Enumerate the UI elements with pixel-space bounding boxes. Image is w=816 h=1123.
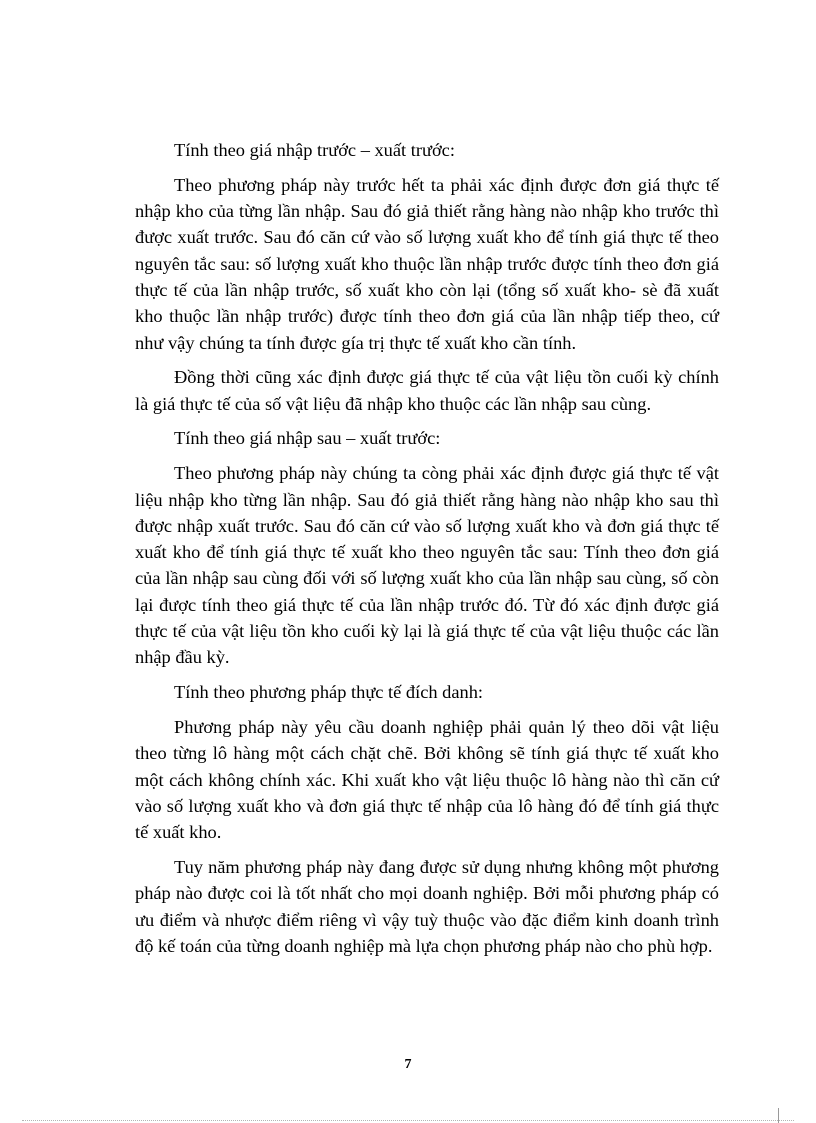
heading-specific-identification: Tính theo phương pháp thực tế đích danh: bbox=[174, 682, 484, 703]
heading-fifo: Tính theo giá nhập trước – xuất trước: bbox=[174, 140, 455, 160]
page-edge-marker bbox=[778, 1108, 779, 1123]
paragraph-conclusion: Tuy năm phương pháp này đang được sử dụng nhưng không một phương pháp nào được coi là tốt nhất cho mọi doanh nghiệp. Bởi mỗi phương pháp có ưu điểm và nhược điểm riêng vì vậy tuỳ thuộc vào đặc điểm kinh doanh trình độ kế toán của từng doanh nghiệp mà lựa chọn phương pháp nào cho phù hợp. bbox=[135, 856, 719, 956]
page-body bbox=[135, 137, 719, 968]
heading-lifo: Tính theo giá nhập sau – xuất trước: bbox=[174, 428, 441, 449]
paragraph-fifo: Theo phương pháp này trước hết ta phải xác định được đơn giá thực tế nhập kho của từng lần nhập. Sau đó giả thiết rằng hàng nào nhập kho trước thì được xuất trước. Sau đó căn cứ vào số lượng xuất kho để tính giá thực tế theo nguyên tắc sau: số lượng xuất kho thuộc lần nhập trước được tính theo đơn giá thực tế của lần nhập trước, số xuất kho còn lại (tổng số xuất kho- sè đã xuất kho thuộc lần nhập trước) được tính theo đơn giá của lần nhập tiếp theo, cứ như vậy chúng ta tính được gía trị thực tế xuất kho cần tính. bbox=[135, 174, 719, 353]
paragraph-specific-identification: Phương pháp này yêu cầu doanh nghiệp phải quản lý theo dõi vật liệu theo từng lô hàng một cách chặt chẽ. Bởi không sẽ tính giá thực tế xuất kho một cách không chính xác. Khi xuất kho vật liệu thuộc lô hàng nào thì căn cứ vào số lượng xuất kho và đơn giá thực tế nhập của lô hàng đó để tính giá thực tế xuất kho. bbox=[135, 716, 719, 843]
paragraph-lifo: Theo phương pháp này chúng ta còng phải xác định được giá thực tế vật liệu nhập kho từng lần nhập. Sau đó giả thiết rằng hàng nào nhập kho sau thì được nhập xuất trước. Sau đó căn cứ vào số lượng xuất kho và đơn giá thực tế xuất kho để tính giá thực tế xuất kho theo nguyên tắc sau: Tính theo đơn giá của lần nhập sau cùng đối với số lượng xuất kho của lần nhập sau cùng, số còn lại được tính theo giá thực tế của lần nhập trước đó. Từ đó xác định được giá thực tế của vật liệu tồn kho cuối kỳ lại là giá thực tế của vật liệu thuộc các lần nhập đầu kỳ. bbox=[135, 463, 719, 668]
page-number: 7 bbox=[404, 1057, 412, 1072]
paragraph-fifo-end-inventory: Đồng thời cũng xác định được giá thực tế của vật liệu tồn cuối kỳ chính là giá thực tế của số vật liệu đã nhập kho thuộc các lần nhập sau cùng. bbox=[135, 367, 719, 414]
footer-dotted-rule bbox=[22, 1120, 794, 1121]
